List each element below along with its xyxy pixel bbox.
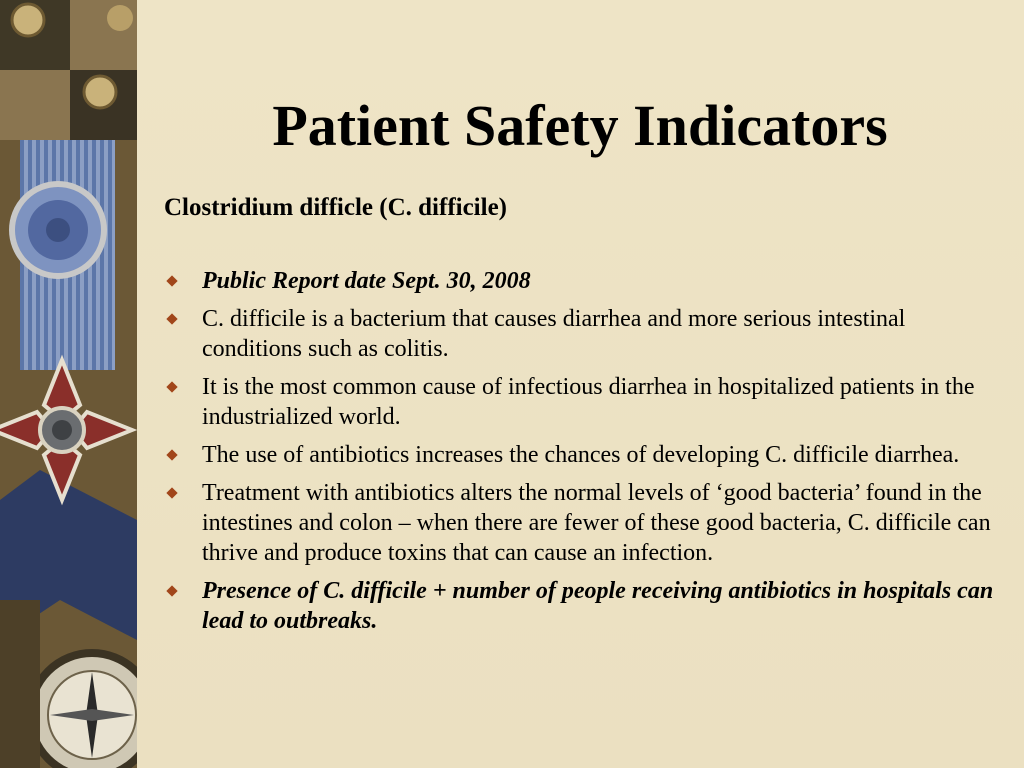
bullet-item (164, 266, 1004, 296)
bullet-text: C. difficile is a bacterium that causes diarrhea and more serious intestinal conditions such as colitis. (202, 306, 906, 362)
diamond-bullet-icon (166, 487, 177, 498)
bullet-list (164, 266, 1004, 644)
diamond-bullet-icon (166, 381, 177, 392)
bullet-item (164, 576, 1004, 636)
bullet-item (164, 440, 1004, 470)
bullet-text: Public Report date Sept. 30, 2008 (202, 268, 531, 294)
medal-collage-image (0, 0, 137, 768)
diamond-bullet-icon (166, 449, 177, 460)
bullet-text: It is the most common cause of infectious diarrhea in hospitalized patients in the industrialized world. (202, 374, 975, 430)
slide-subtitle: Clostridium difficle (C. difficile) (164, 194, 507, 221)
diamond-bullet-icon (166, 313, 177, 324)
bullet-text: Treatment with antibiotics alters the normal levels of ‘good bacteria’ found in the intestines and colon – when there are fewer of these good bacteria, C. difficile can thrive and produce toxins that can cause an infection. (202, 480, 991, 566)
bullet-text: Presence of C. difficile + number of people receiving antibiotics in hospitals can lead to outbreaks. (202, 578, 994, 634)
decorative-medal-strip (0, 0, 137, 768)
bullet-item (164, 372, 1004, 432)
bullet-text: The use of antibiotics increases the chances of developing C. difficile diarrhea. (202, 442, 960, 468)
slide-title: Patient Safety Indicators (272, 93, 888, 158)
bullet-item (164, 304, 1004, 364)
bullet-item (164, 478, 1004, 568)
diamond-bullet-icon (166, 585, 177, 596)
diamond-bullet-icon (166, 275, 177, 286)
